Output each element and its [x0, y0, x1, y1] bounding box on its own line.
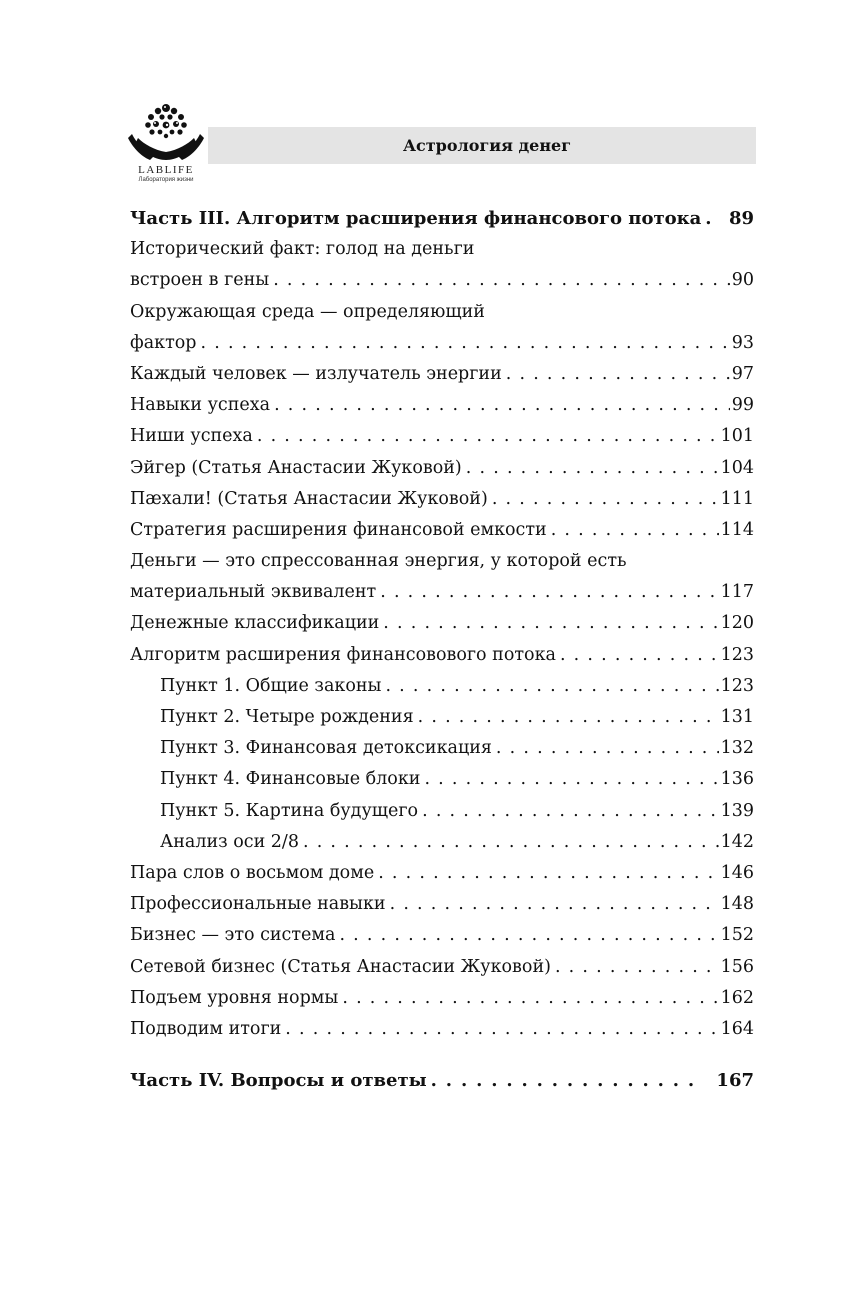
leader-dots: [420, 764, 718, 795]
toc-sub-entry: [130, 796, 754, 827]
toc-sub-entry-title: Анализ оси 2/8: [160, 831, 299, 852]
toc-entry: [130, 920, 754, 951]
toc-entry-title-line1: Деньги — это спрессованная энергия, у которой есть: [130, 551, 627, 572]
toc-page-number: 164: [720, 1018, 754, 1039]
toc-sub-entry: [130, 671, 754, 702]
toc-entry: [130, 983, 754, 1014]
toc-entry: [130, 359, 754, 390]
tree-hands-icon: [124, 98, 208, 164]
toc-page-number: 156: [720, 956, 754, 977]
toc-part-4: [130, 1065, 754, 1096]
toc-page-number: 101: [720, 426, 754, 447]
toc-entry-title: Алгоритм расширения финансовового потока: [130, 644, 556, 665]
leader-dots: [502, 359, 730, 390]
leader-dots: [386, 889, 719, 920]
leader-dots: [374, 858, 718, 889]
leader-dots: [414, 702, 719, 733]
toc-sub-entry-title: Пункт 5. Картина будущего: [160, 800, 419, 821]
leader-dots: [338, 983, 718, 1014]
leader-dots: [701, 203, 715, 234]
toc-entry-title: Пæхали! (Статья Анастасии Жуковой): [130, 488, 488, 509]
toc-entry-title: Навыки успеха: [130, 395, 271, 416]
toc-entry-title-line1: Окружающая среда — определяющий: [130, 301, 485, 322]
toc-page-number: 146: [720, 862, 754, 883]
leader-dots: [551, 952, 719, 983]
table-of-contents: [130, 203, 754, 1096]
toc-page-number: 123: [720, 644, 754, 665]
toc-page-number: 131: [720, 707, 754, 727]
toc-entry-title: Подъем уровня нормы: [130, 987, 339, 1008]
toc-entry-title: Каждый человек — излучатель энергии: [130, 363, 502, 384]
toc-entry-title: материальный эквивалент: [130, 582, 377, 603]
toc-entry: [130, 952, 754, 983]
leader-dots: [299, 827, 719, 858]
toc-page-number: 104: [720, 457, 754, 478]
logo-subtitle: Лаборатория жизни: [138, 177, 194, 183]
toc-entry-title: Эйгер (Статья Анастасии Жуковой): [130, 457, 462, 478]
toc-entry-title: Пара слов о восьмом доме: [130, 862, 375, 883]
toc-sub-entry-title: Пункт 1. Общие законы: [160, 675, 382, 696]
toc-entry-line1: [130, 234, 754, 265]
toc-sub-entry: [130, 702, 754, 733]
toc-page-number: 90: [731, 270, 754, 291]
toc-page-number: 148: [720, 894, 754, 915]
toc-page-number: 152: [720, 925, 754, 946]
toc-page-number: 120: [720, 613, 754, 634]
toc-entry-title: Профессиональные навыки: [130, 894, 386, 915]
toc-page-number: 97: [731, 363, 754, 384]
toc-page-number: 93: [731, 332, 754, 353]
toc-entry: [130, 889, 754, 920]
leader-dots: [197, 328, 730, 359]
leader-dots: [427, 1065, 703, 1096]
toc-entry: [130, 608, 754, 639]
book-title: Астрология денег: [402, 136, 572, 155]
toc-entry-title: Стратегия расширения финансовой емкости: [130, 519, 547, 540]
toc-sub-entry: [130, 733, 754, 764]
toc-page-number: 111: [720, 488, 754, 509]
toc-page-number: 167: [716, 1070, 754, 1092]
running-header: [208, 127, 756, 164]
toc-entry-line1: [130, 546, 754, 577]
toc-entry: [130, 390, 754, 421]
leader-dots: [379, 608, 718, 639]
toc-page-number: 132: [720, 738, 754, 759]
toc-entry: [130, 515, 754, 546]
toc-sub-entry-title: Пункт 2. Четыре рождения: [160, 707, 414, 727]
leader-dots: [376, 577, 718, 608]
toc-page-number: 123: [720, 675, 754, 696]
leader-dots: [253, 421, 719, 452]
toc-sub-entry-title: Пункт 3. Финансовая детоксикация: [160, 738, 492, 759]
toc-entry-title: встроен в гены: [130, 270, 270, 291]
leader-dots: [488, 484, 719, 515]
toc-page-number: 142: [720, 831, 754, 852]
toc-entry: [130, 421, 754, 452]
toc-entry-title: Ниши успеха: [130, 426, 253, 447]
publisher-logo: [124, 98, 208, 190]
leader-dots: [492, 733, 719, 764]
toc-entry-title: Бизнес — это система: [130, 925, 336, 946]
toc-page-number: 139: [720, 800, 754, 821]
toc-entry-title: Подводим итоги: [130, 1018, 282, 1039]
leader-dots: [418, 796, 719, 827]
toc-page-number: 117: [720, 582, 754, 603]
toc-page-number: 89: [728, 208, 754, 229]
toc-page-number: 162: [720, 987, 754, 1008]
leader-dots: [269, 265, 730, 296]
leader-dots: [547, 515, 719, 546]
toc-part-title: Часть III. Алгоритм расширения финансового потока: [130, 208, 702, 229]
toc-entry-title: Денежные классификации: [130, 613, 380, 634]
toc-part-3: [130, 203, 754, 234]
toc-entry: [130, 640, 754, 671]
logo-name: LABLIFE: [138, 164, 194, 176]
toc-entry: [130, 858, 754, 889]
toc-page-number: 136: [720, 769, 754, 790]
toc-entry-line1: [130, 297, 754, 328]
leader-dots: [281, 1014, 718, 1045]
toc-entry-title: фактор: [130, 332, 197, 353]
leader-dots: [462, 453, 719, 484]
toc-entry: [130, 328, 754, 359]
leader-dots: [556, 640, 719, 671]
toc-entry: [130, 577, 754, 608]
leader-dots: [381, 671, 718, 702]
toc-entry: [130, 453, 754, 484]
toc-entry-title: Сетевой бизнес (Статья Анастасии Жуковой): [130, 956, 551, 977]
toc-sub-entry: [130, 764, 754, 795]
toc-entry-title-line1: Исторический факт: голод на деньги: [130, 239, 475, 260]
toc-part-title: Часть IV. Вопросы и ответы: [130, 1070, 427, 1092]
toc-entry: [130, 484, 754, 515]
leader-dots: [270, 390, 730, 421]
toc-page-number: 114: [720, 519, 754, 540]
toc-entry: [130, 1014, 754, 1045]
toc-sub-entry: [130, 827, 754, 858]
leader-dots: [335, 920, 718, 951]
toc-page-number: 99: [731, 395, 754, 416]
toc-entry: [130, 265, 754, 296]
toc-sub-entry-title: Пункт 4. Финансовые блоки: [160, 769, 421, 790]
